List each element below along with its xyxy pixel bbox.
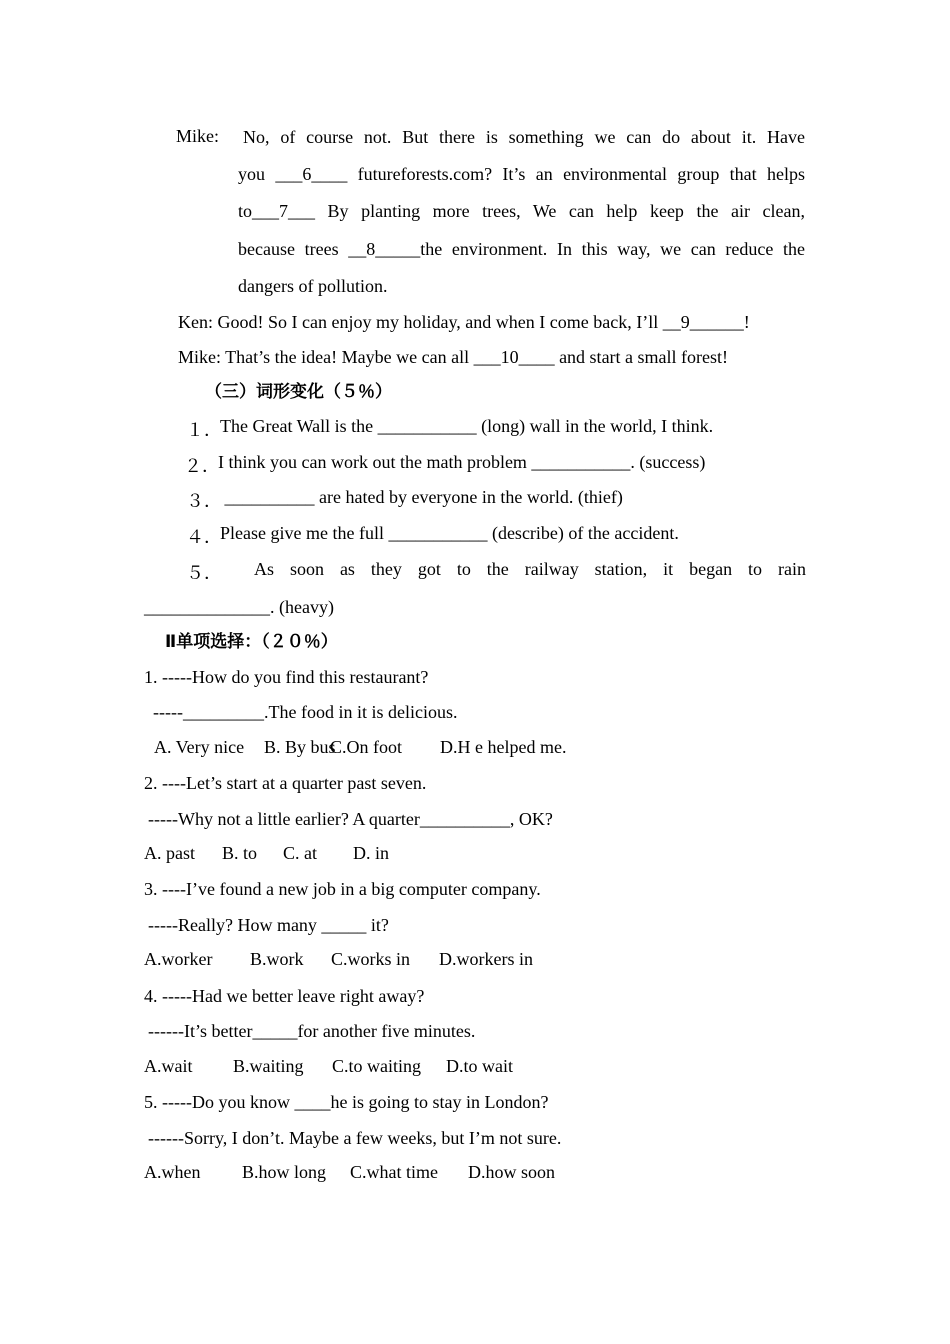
section3-item <box>186 559 806 585</box>
option-c: C.works in <box>331 949 411 969</box>
mike-line-5: dangers of pollution. <box>238 276 388 296</box>
response-3: -----Really? How many _____ it? <box>148 915 389 935</box>
option-a: A. Very nice <box>154 737 245 757</box>
option-b: B.how long <box>242 1162 327 1182</box>
response-1: -----_________.The food in it is delicious. <box>153 702 458 722</box>
item-number: ５． <box>186 563 222 583</box>
options-2 <box>144 843 389 864</box>
item-text: I think you can work out the math problem ___________. (success) <box>218 452 706 472</box>
section3-item <box>184 452 705 478</box>
option-c: C.to waiting <box>332 1056 421 1076</box>
item-number: ２． <box>184 456 220 476</box>
option-b: B.work <box>250 949 304 969</box>
item-text: __________ are hated by everyone in the world. (thief) <box>220 487 623 507</box>
section3-item <box>186 523 679 549</box>
options-4 <box>144 1056 513 1077</box>
options-3 <box>144 949 533 970</box>
option-a: A.when <box>144 1162 201 1182</box>
section3-item <box>186 416 713 442</box>
item-number: １． <box>186 420 222 440</box>
section3-item <box>186 487 623 513</box>
section3-heading: （三）词形变化（５％） <box>205 382 392 402</box>
mike-line-1: No, of course not. But there is something we can do about it. Have <box>243 127 805 147</box>
option-c: C. at <box>283 843 317 863</box>
options-1 <box>154 737 566 758</box>
option-d: D.to wait <box>446 1056 513 1076</box>
item-5-continuation: ______________. (heavy) <box>144 597 334 617</box>
section2-heading: Ⅱ单项选择：（２０％） <box>165 632 338 652</box>
mike-line-final: Mike: That’s the idea! Maybe we can all ___10____ and start a small forest! <box>178 347 729 367</box>
option-a: A.worker <box>144 949 213 969</box>
mike-line-4: because trees __8_____the environment. In this way, we can reduce the <box>238 239 805 259</box>
option-b: B.waiting <box>233 1056 304 1076</box>
option-b: B. By bus <box>264 737 336 757</box>
item-number: ３． <box>186 491 222 511</box>
question-1: 1. -----How do you find this restaurant? <box>144 667 429 687</box>
ken-line: Ken: Good! So I can enjoy my holiday, and when I come back, I’ll __9______! <box>178 312 750 332</box>
option-d: D.H e helped me. <box>440 737 567 757</box>
item-text: The Great Wall is the ___________ (long) wall in the world, I think. <box>220 416 714 436</box>
item-number: ４． <box>186 527 222 547</box>
question-4: 4. -----Had we better leave right away? <box>144 986 425 1006</box>
option-c: C.what time <box>350 1162 438 1182</box>
option-d: D.workers in <box>439 949 533 969</box>
mike-line-3: to___7___ By planting more trees, We can help keep the air clean, <box>238 201 805 221</box>
speaker-mike: Mike: <box>176 126 219 146</box>
options-5 <box>144 1162 555 1183</box>
option-d: D. in <box>353 843 389 863</box>
option-c: C.On foot <box>330 737 402 757</box>
question-3: 3. ----I’ve found a new job in a big computer company. <box>144 879 541 899</box>
response-2: -----Why not a little earlier? A quarter__________, OK? <box>148 809 553 829</box>
item-text: Please give me the full ___________ (describe) of the accident. <box>220 523 679 543</box>
item-text: As soon as they got to the railway station, it began to rain <box>254 559 806 579</box>
option-a: A. past <box>144 843 195 863</box>
option-b: B. to <box>222 843 258 863</box>
question-2: 2. ----Let’s start at a quarter past seven. <box>144 773 427 793</box>
option-d: D.how soon <box>468 1162 556 1182</box>
response-4: ------It’s better_____for another five minutes. <box>148 1021 476 1041</box>
response-5: ------Sorry, I don’t. Maybe a few weeks, but I’m not sure. <box>148 1128 562 1148</box>
mike-line-2: you ___6____ futureforests.com? It’s an environmental group that helps <box>238 164 805 184</box>
question-5: 5. -----Do you know ____he is going to stay in London? <box>144 1092 549 1112</box>
option-a: A.wait <box>144 1056 193 1076</box>
